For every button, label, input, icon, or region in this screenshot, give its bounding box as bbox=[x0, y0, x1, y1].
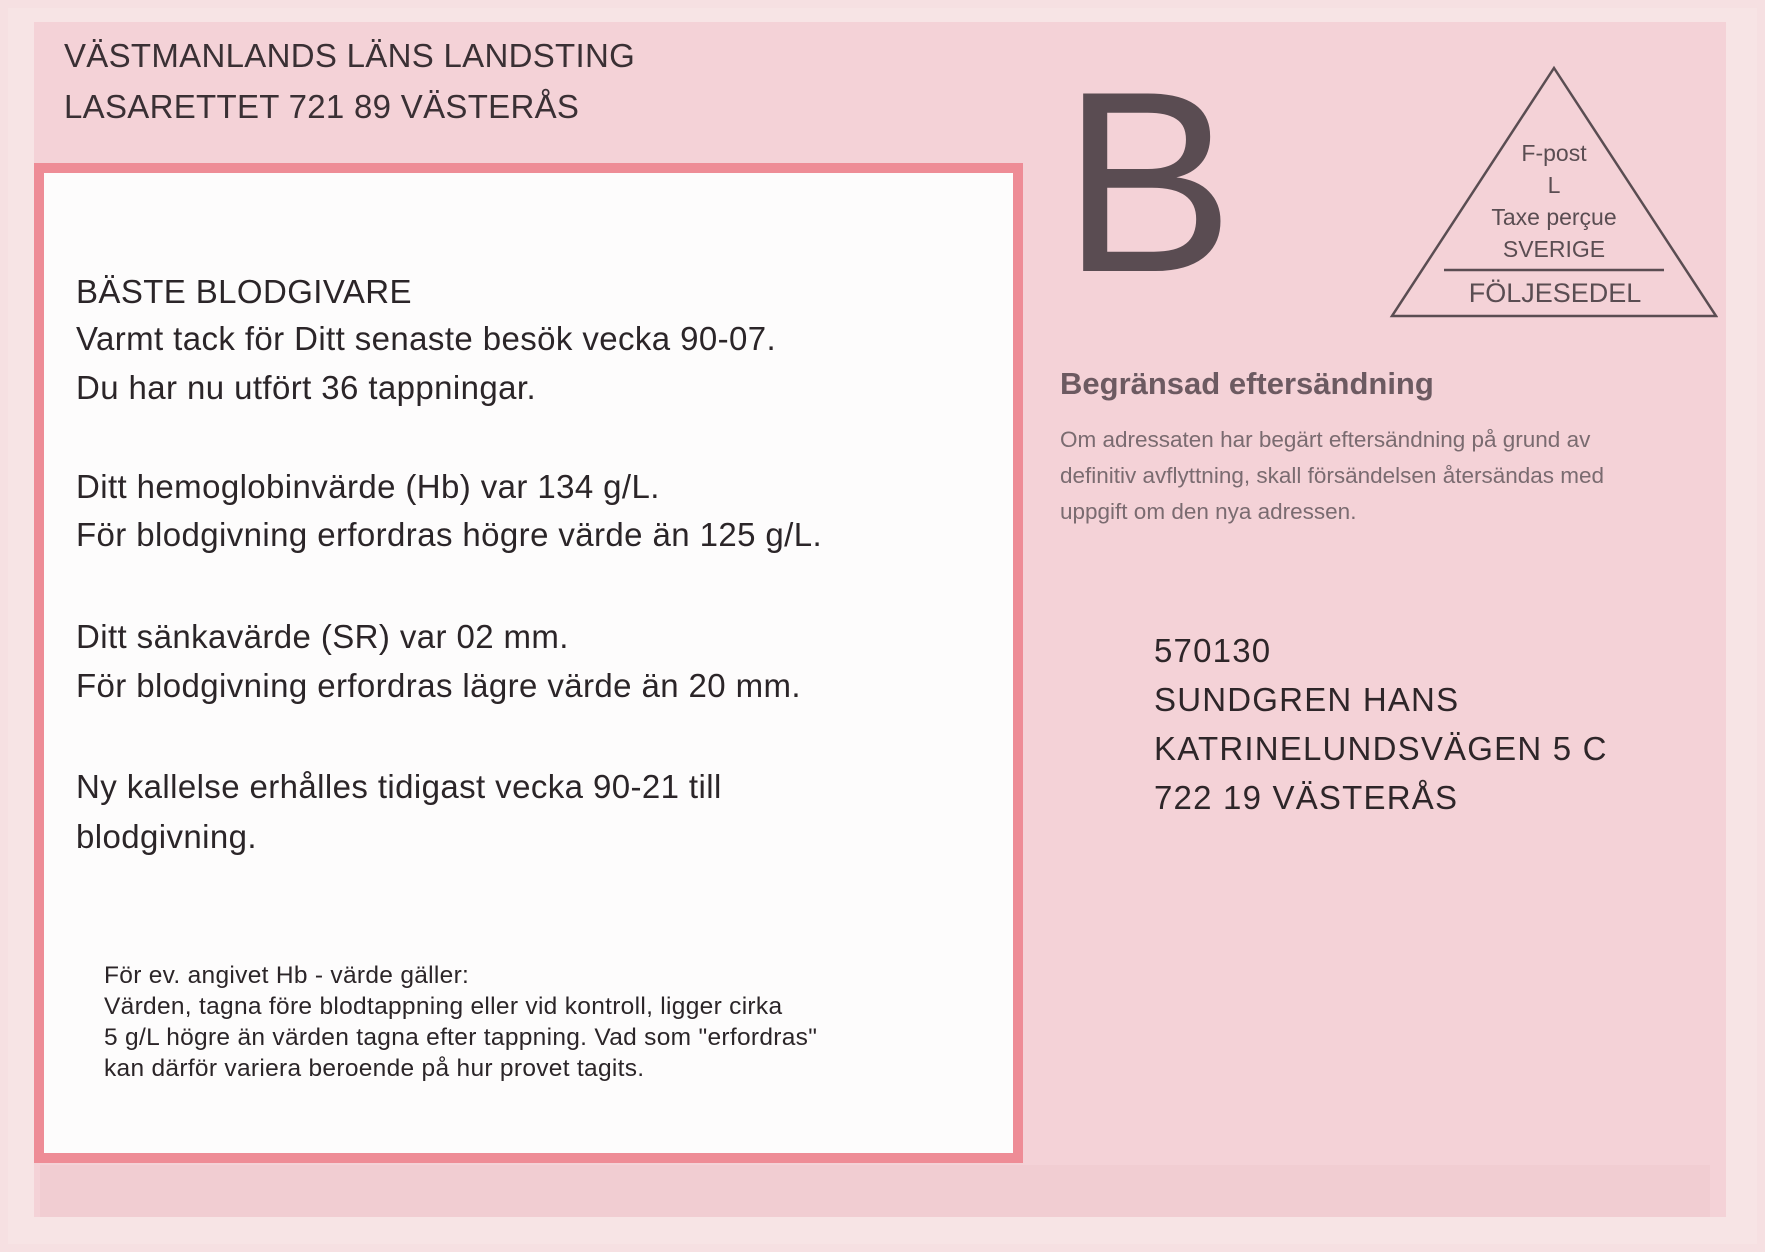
greeting: BÄSTE BLODGIVARE bbox=[76, 273, 412, 310]
postage-line-1: F-post bbox=[1521, 140, 1587, 166]
notice-line-2: definitiv avflyttning, skall försändelsen återsändas med bbox=[1060, 463, 1605, 488]
next-call-text-1: Ny kallelse erhålles tidigast vecka 90-21 till bbox=[76, 768, 722, 805]
postage-line-3: Taxe perçue bbox=[1491, 204, 1617, 230]
recipient-name: SUNDGREN HANS bbox=[1154, 681, 1460, 718]
next-call-text-2: blodgivning. bbox=[76, 818, 257, 855]
bottom-strip bbox=[40, 1165, 1710, 1217]
thanks-text: Varmt tack för Ditt senaste besök vecka 90-07. bbox=[76, 320, 777, 357]
hb-footnote bbox=[104, 960, 984, 1084]
message-box bbox=[34, 163, 1023, 1163]
b-class-mark: B bbox=[1062, 37, 1235, 326]
hb-value-text: Ditt hemoglobinvärde (Hb) var 134 g/L. bbox=[76, 468, 660, 505]
footnote-line-4: kan därför variera beroende på hur provet tagits. bbox=[104, 1055, 645, 1082]
donation-count-text: Du har nu utfört 36 tappningar. bbox=[76, 369, 537, 406]
forwarding-notice-title: Begränsad eftersändning bbox=[1060, 366, 1434, 401]
footnote-line-1: För ev. angivet Hb - värde gäller: bbox=[104, 962, 470, 989]
sender-line-1: VÄSTMANLANDS LÄNS LANDSTING bbox=[64, 37, 636, 74]
sender-line-2: LASARETTET 721 89 VÄSTERÅS bbox=[64, 88, 580, 125]
sr-requirement-text: För blodgivning erfordras lägre värde än 20 mm. bbox=[76, 667, 801, 704]
footnote-line-2: Värden, tagna före blodtappning eller vid kontroll, ligger cirka bbox=[104, 993, 783, 1020]
footnote-line-3: 5 g/L högre än värden tagna efter tappning. Vad som "erfordras" bbox=[104, 1024, 818, 1051]
forwarding-notice-body bbox=[1060, 422, 1700, 530]
postage-line-4: SVERIGE bbox=[1502, 236, 1606, 262]
recipient-id: 570130 bbox=[1154, 632, 1272, 669]
recipient-address bbox=[1154, 626, 1608, 822]
recipient-city: 722 19 VÄSTERÅS bbox=[1154, 779, 1459, 816]
hb-requirement-text: För blodgivning erfordras högre värde än 125 g/L. bbox=[76, 516, 823, 553]
recipient-street: KATRINELUNDSVÄGEN 5 C bbox=[1154, 730, 1608, 767]
postage-label: FÖLJESEDEL bbox=[1468, 278, 1642, 308]
notice-line-1: Om adressaten har begärt eftersändning på grund av bbox=[1060, 427, 1591, 452]
sr-value-text: Ditt sänkavärde (SR) var 02 mm. bbox=[76, 618, 569, 655]
notice-line-3: uppgift om den nya adressen. bbox=[1060, 499, 1357, 524]
sender-address bbox=[64, 30, 635, 132]
postage-line-2: L bbox=[1547, 172, 1561, 198]
